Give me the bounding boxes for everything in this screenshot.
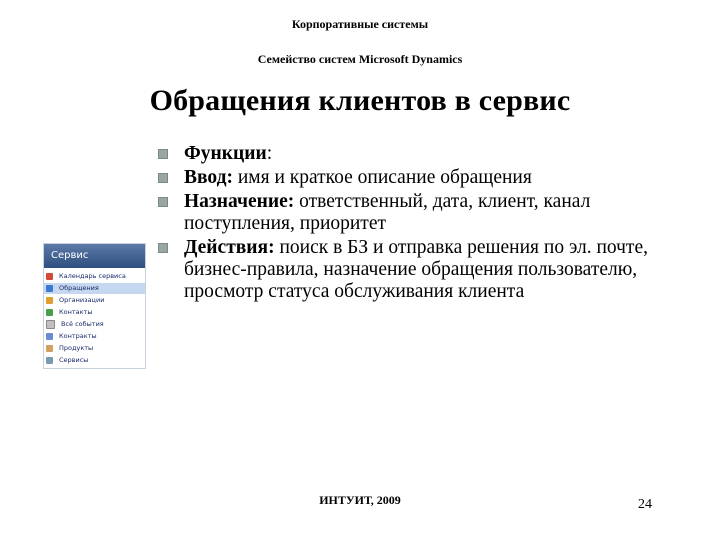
sidebar-item-contracts[interactable] — [44, 331, 145, 342]
bullet-square-icon — [158, 173, 168, 183]
contact-icon — [46, 309, 53, 316]
contract-icon — [46, 333, 53, 340]
activity-icon — [46, 320, 55, 329]
calendar-icon — [46, 273, 53, 280]
sidebar-item-label: Контракты — [59, 332, 97, 340]
sidebar-item-calendar[interactable] — [44, 271, 145, 282]
bullet-text: : — [266, 143, 273, 164]
bullet-square-icon — [158, 243, 168, 253]
sidebar-item-label: Контакты — [59, 308, 93, 316]
sidebar-item-accounts[interactable] — [44, 295, 145, 306]
bullet-square-icon — [158, 149, 168, 159]
product-icon — [46, 345, 53, 352]
sidebar-title: Сервис — [44, 244, 145, 268]
sidebar-item-cases[interactable] — [44, 283, 145, 294]
bullet-key: Функции — [184, 143, 267, 164]
sidebar-item-label: Календарь сервиса — [59, 272, 126, 280]
bullet-key: Назначение: — [184, 191, 295, 212]
case-icon — [46, 285, 53, 292]
sidebar-item-services[interactable] — [44, 355, 145, 366]
sidebar-item-label: Продукты — [59, 344, 94, 352]
bullet-list — [158, 143, 658, 305]
header-course: Корпоративные системы — [291, 17, 429, 31]
sidebar-menu — [44, 268, 145, 366]
bullet-text: ответственный, дата, клиент, канал поступления, приоритет — [184, 191, 591, 234]
account-icon — [46, 297, 53, 304]
bullet-actions — [158, 237, 658, 303]
service-sidebar-screenshot — [43, 243, 146, 369]
header-subtitle: Семейство систем Microsoft Dynamics — [257, 52, 463, 66]
bullet-square-icon — [158, 197, 168, 207]
sidebar-item-label: Сервисы — [59, 356, 89, 364]
bullet-text: имя и краткое описание обращения — [232, 167, 532, 188]
sidebar-item-contacts[interactable] — [44, 307, 145, 318]
sidebar-item-products[interactable] — [44, 343, 145, 354]
bullet-functions — [158, 143, 658, 165]
sidebar-item-label: Организации — [59, 296, 105, 304]
bullet-assignment — [158, 191, 658, 235]
page-number: 24 — [638, 497, 652, 512]
service-icon — [46, 357, 53, 364]
sidebar-item-label: Обращения — [59, 284, 99, 292]
slide-title: Обращения клиентов в сервис — [149, 84, 571, 117]
sidebar-item-label: Всё события — [61, 320, 104, 328]
bullet-text: поиск в БЗ и отправка решения по эл. почте, бизнес-правила, назначение обращения пользователю, просмотр статуса обслуживания клиента — [184, 237, 648, 302]
bullet-input — [158, 167, 658, 189]
bullet-key: Ввод: — [184, 167, 233, 188]
bullet-key: Действия: — [184, 237, 275, 258]
footer-text: ИНТУИТ, 2009 — [319, 493, 401, 507]
sidebar-item-activities[interactable] — [44, 319, 145, 330]
